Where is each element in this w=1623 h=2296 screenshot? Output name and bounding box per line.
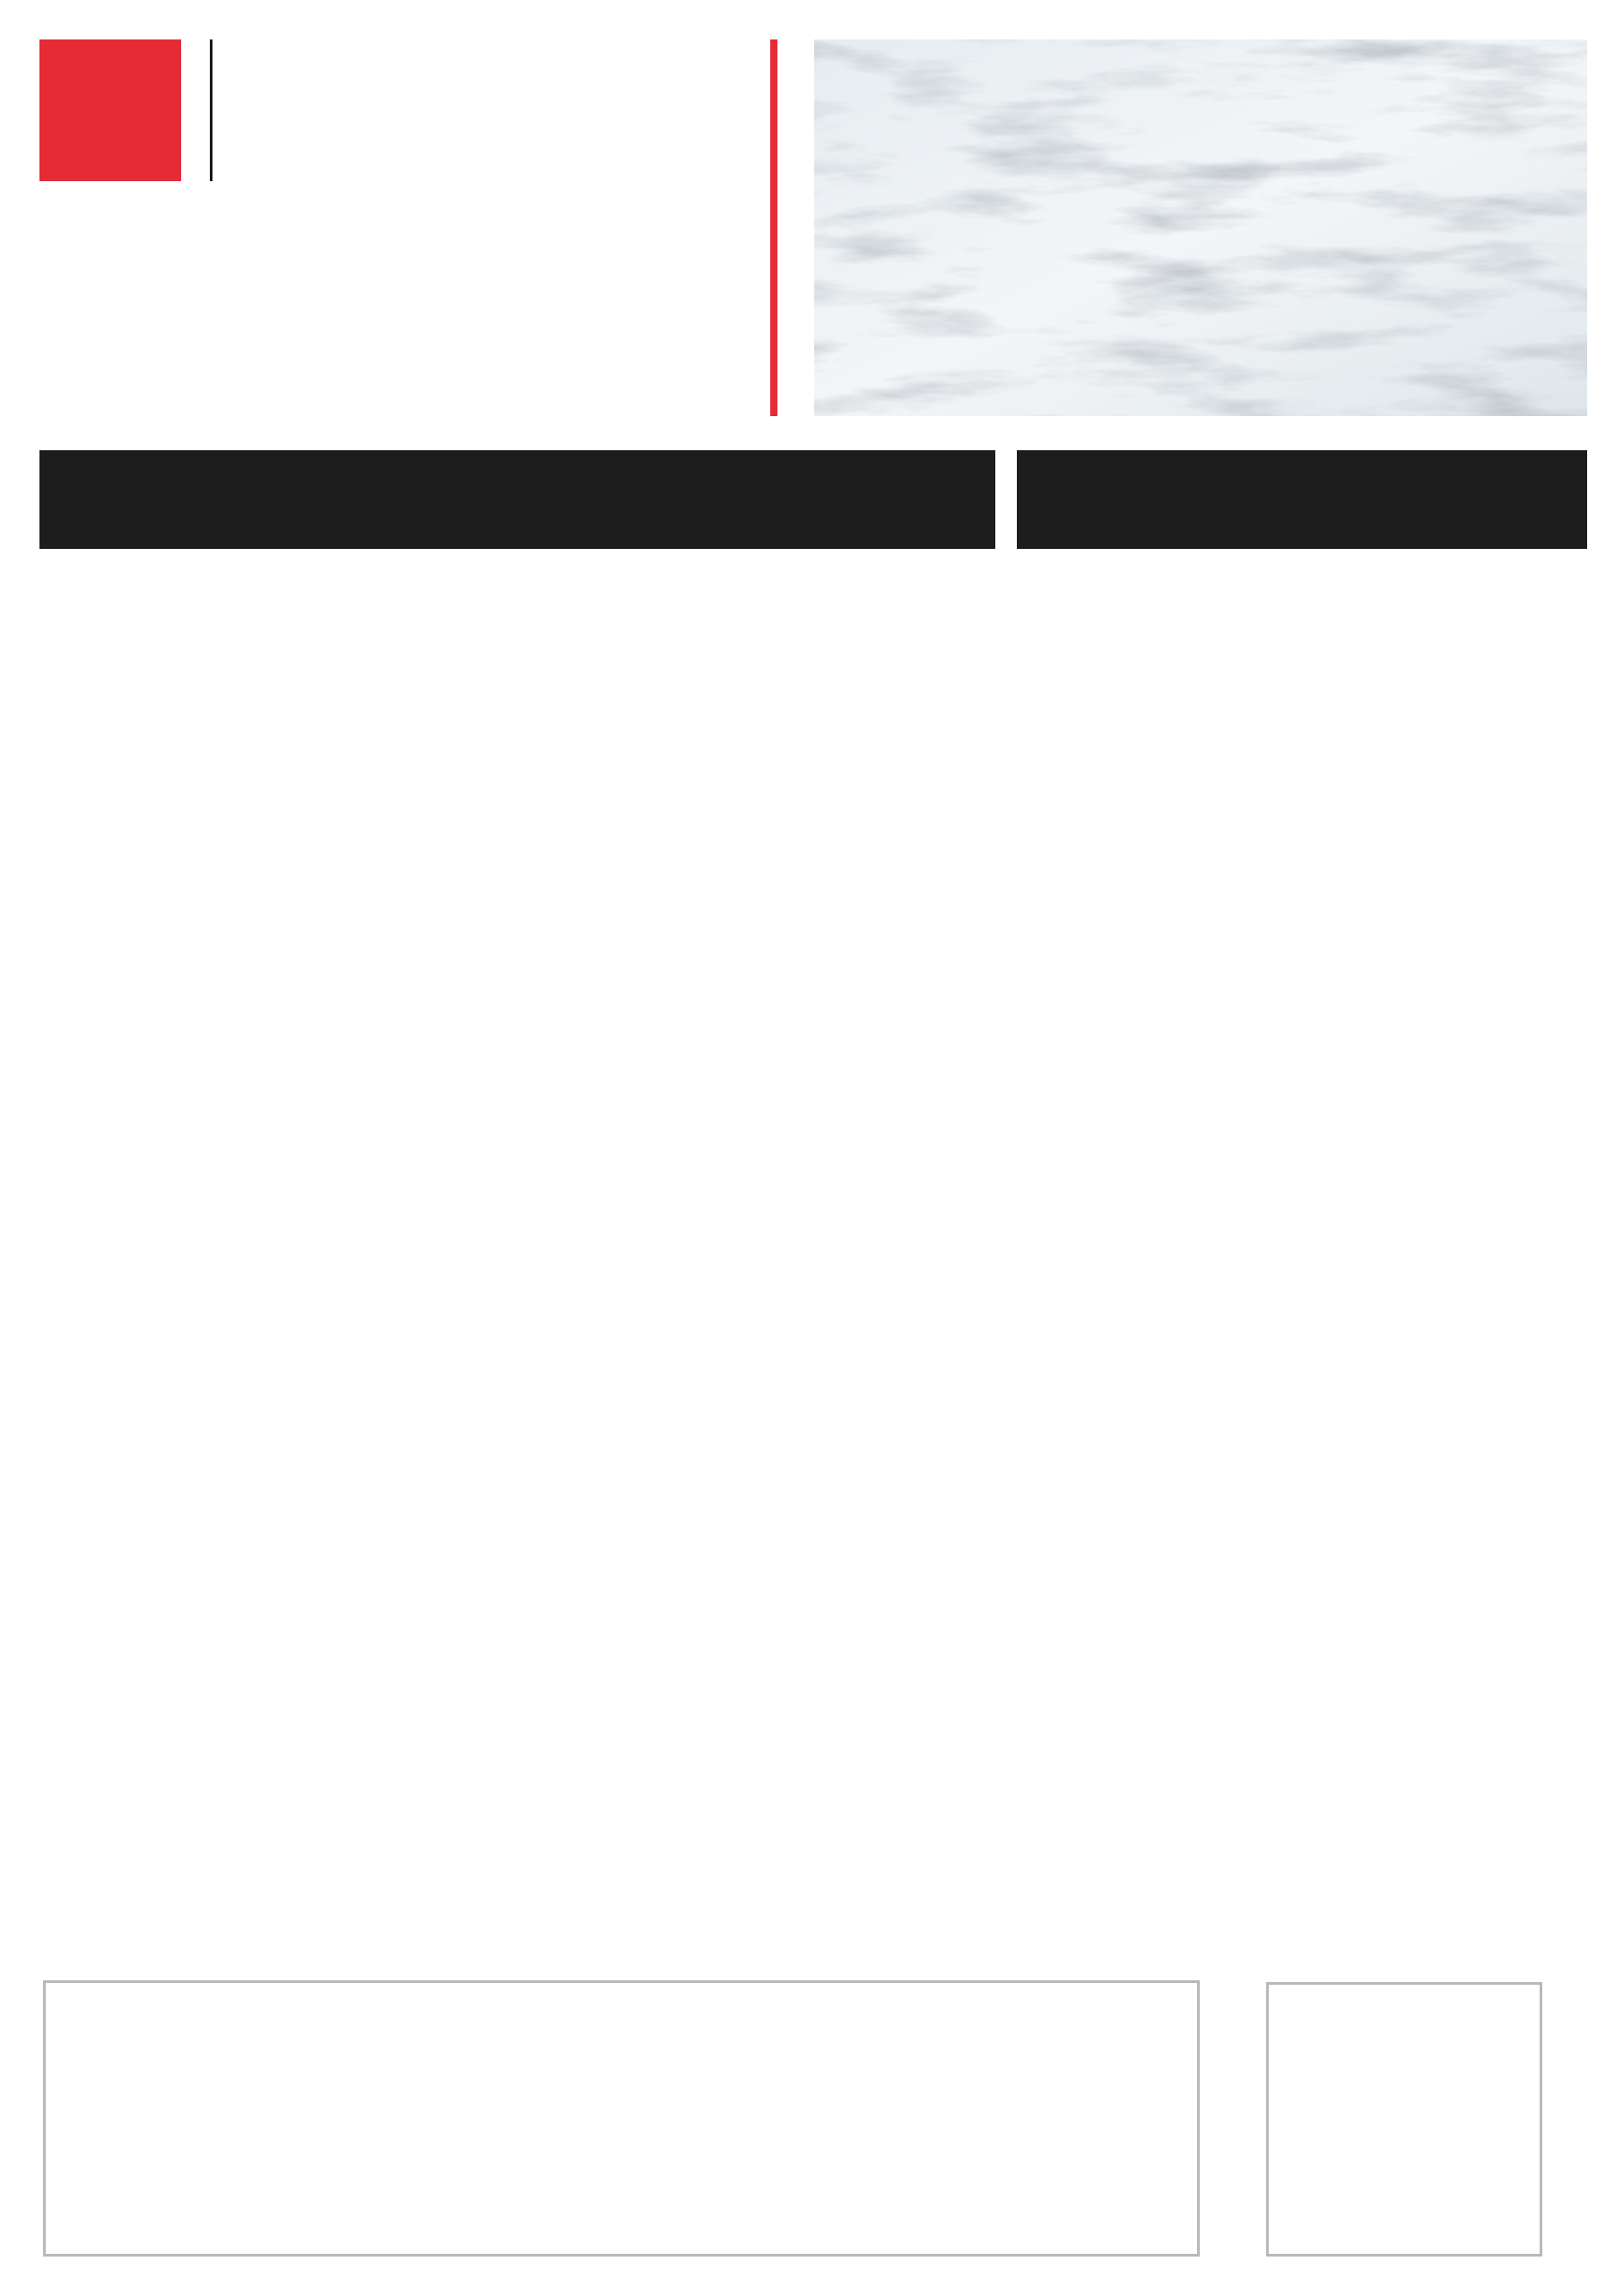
stone-sample-image xyxy=(814,39,1587,416)
maintenance-box xyxy=(43,1980,1200,2257)
qr-code[interactable] xyxy=(1266,1982,1542,2257)
qr-code-icon xyxy=(1283,1997,1527,2241)
application-header xyxy=(39,450,995,549)
specification-header xyxy=(1017,450,1587,549)
accent-bar xyxy=(770,39,777,416)
logo-divider xyxy=(210,39,213,181)
brand-logo xyxy=(39,39,181,181)
